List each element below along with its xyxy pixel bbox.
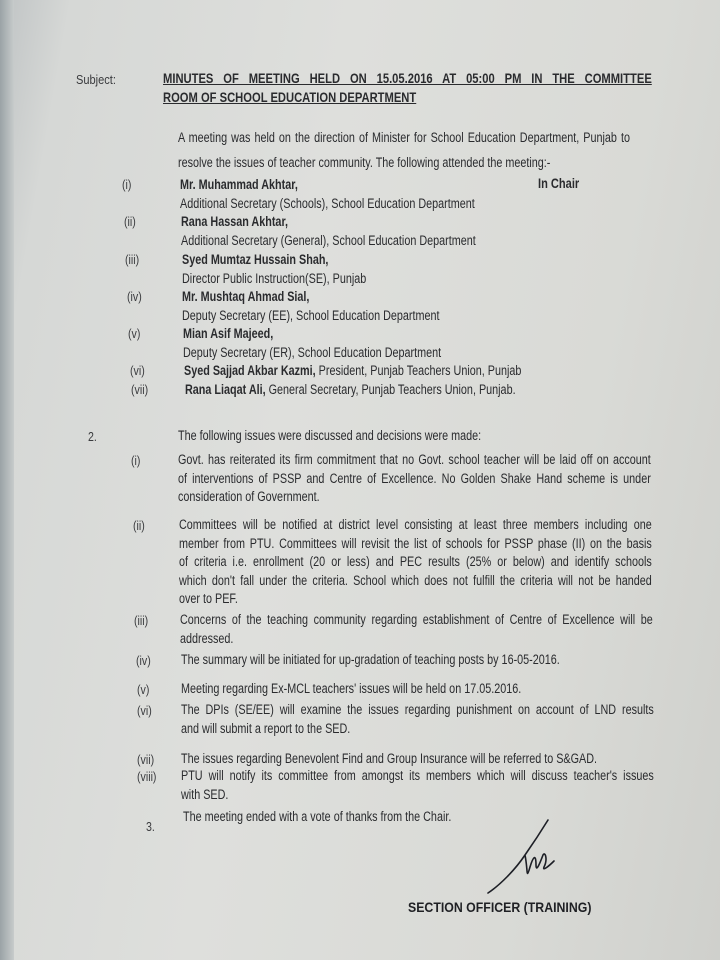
closing-statement: [183, 808, 655, 827]
issue-line: The issues regarding Benevolent Find and Group Insurance will be referred to S&GAD.: [181, 751, 598, 766]
attendee-number: (v): [128, 327, 141, 341]
attendee-line: [184, 362, 648, 381]
issue-number: (vi): [137, 704, 152, 718]
issue-line: of interventions of PSSP and Centre of Excellence. No Golden Shake Hand scheme is under: [178, 470, 651, 486]
issue-number: (iv): [135, 654, 151, 668]
issue-line: addressed.: [180, 630, 234, 646]
issue-item: [181, 750, 654, 769]
issue-item: [181, 701, 654, 738]
issue-line: Govt. has reiterated its firm commitment that no Govt. school teacher will be laid off on account: [178, 452, 651, 467]
attendee-entry: [185, 381, 649, 400]
attendee-number: (ii): [123, 215, 136, 229]
attendee-role: General Secretary, Punjab Teachers Union, Punjab.: [265, 382, 516, 397]
attendee-name: Rana Hassan Akhtar,: [180, 214, 288, 229]
attendee-line: [185, 381, 649, 400]
issue-number: (ii): [132, 519, 145, 533]
issue-line: The summary will be initiated for up-gradation of teaching posts by 16-05-2016.: [181, 652, 560, 667]
attendee-role: Additional Secretary (Schools), School Education Department: [180, 195, 475, 211]
section-intro-text: The following issues were discussed and decisions were made:: [178, 428, 482, 443]
issue-number: (vii): [137, 753, 155, 767]
section-intro: [178, 427, 650, 446]
issue-line: and will submit a report to the SED.: [181, 720, 351, 736]
issue-item: [181, 651, 654, 670]
intro-line: A meeting was held on the direction of Minister for School Education Department, Punjab to: [178, 130, 630, 145]
issue-line: member from PTU. Committees will revisit the list of schools for PSSP phase (II) on the basis: [179, 535, 652, 551]
attendee-role: Director Public Instruction(SE), Punjab: [181, 270, 366, 286]
issue-number: (i): [131, 454, 141, 468]
attendee-name: Syed Mumtaz Hussain Shah,: [181, 252, 329, 267]
subject-label: Subject:: [76, 72, 116, 87]
attendee-number: (vi): [129, 364, 145, 378]
issue-number: (viii): [137, 770, 157, 784]
issue-item: [181, 767, 654, 804]
attendee-role: Deputy Secretary (ER), School Education Department: [183, 344, 442, 360]
attendee-role: Deputy Secretary (EE), School Education Department: [182, 307, 440, 323]
page-edge-shadow: [0, 0, 14, 960]
issue-number: (v): [137, 683, 150, 697]
title-line: ROOM OF SCHOOL EDUCATION DEPARTMENT: [163, 88, 417, 105]
attendee-entry: [184, 362, 648, 381]
intro-paragraph: [178, 129, 630, 173]
intro-line: resolve the issues of teacher community. The following attended the meeting:-: [178, 155, 551, 170]
document-title: [163, 69, 652, 106]
issue-item: [180, 611, 653, 648]
issue-item: [178, 451, 651, 507]
signature: [470, 815, 580, 900]
issue-number: (iii): [134, 614, 149, 628]
issue-line: of criteria i.e. enrollment (20 or less) and PEC results (25% or below) and identify schools: [179, 554, 652, 569]
attendee-entry: [181, 213, 645, 250]
closing-text: The meeting ended with a vote of thanks from the Chair.: [183, 809, 452, 824]
section-number: 3.: [146, 820, 155, 834]
attendee-name: Mr. Mushtaq Ahmad Sial,: [182, 289, 310, 304]
issue-item: [179, 516, 652, 609]
attendee-role: Additional Secretary (General), School Education Department: [180, 232, 476, 248]
attendee-name: Syed Sajjad Akbar Kazmi,: [184, 363, 316, 378]
issue-item: [181, 680, 654, 699]
signatory-title: SECTION OFFICER (TRAINING): [408, 899, 592, 915]
issue-line: PTU will notify its committee from amongst its members which will discuss teacher's issues: [181, 768, 654, 783]
attendee-number: (vii): [131, 383, 149, 397]
attendee-number: (i): [122, 178, 132, 192]
issue-line: which don't fall under the criteria. School which does not fulfill the criteria will not be handed: [179, 572, 652, 588]
attendee-name: Rana Liaqat Ali,: [184, 382, 266, 397]
attendee-number: (iv): [126, 290, 142, 304]
title-line: MINUTES OF MEETING HELD ON 15.05.2016 AT 05:00 PM IN THE COMMITTEE: [163, 70, 652, 86]
section-number: 2.: [88, 430, 97, 444]
attendee-entry: [180, 176, 644, 213]
attendee-entry: [182, 288, 646, 325]
attendee-number: (iii): [125, 253, 140, 267]
issue-line: Meeting regarding Ex-MCL teachers' issues will be held on 17.05.2016.: [181, 681, 522, 696]
attendee-entry: [182, 251, 646, 288]
in-chair-label: In Chair: [538, 176, 580, 191]
issue-line: over to PEF.: [179, 591, 238, 606]
issue-line: with SED.: [181, 786, 229, 802]
issue-line: consideration of Government.: [178, 489, 320, 504]
issue-line: Concerns of the teaching community regarding establishment of Centre of Excellence will be: [180, 612, 653, 627]
attendee-name: Mr. Muhammad Akhtar,: [180, 177, 298, 192]
attendee-name: Mian Asif Majeed,: [183, 326, 274, 341]
attendee-role: President, Punjab Teachers Union, Punjab: [315, 363, 522, 378]
issue-line: The DPIs (SE/EE) will examine the issues regarding punishment on account of LND results: [181, 702, 654, 717]
issue-line: Committees will be notified at district level consisting at least three members including one: [179, 517, 652, 532]
attendee-entry: [183, 325, 647, 362]
